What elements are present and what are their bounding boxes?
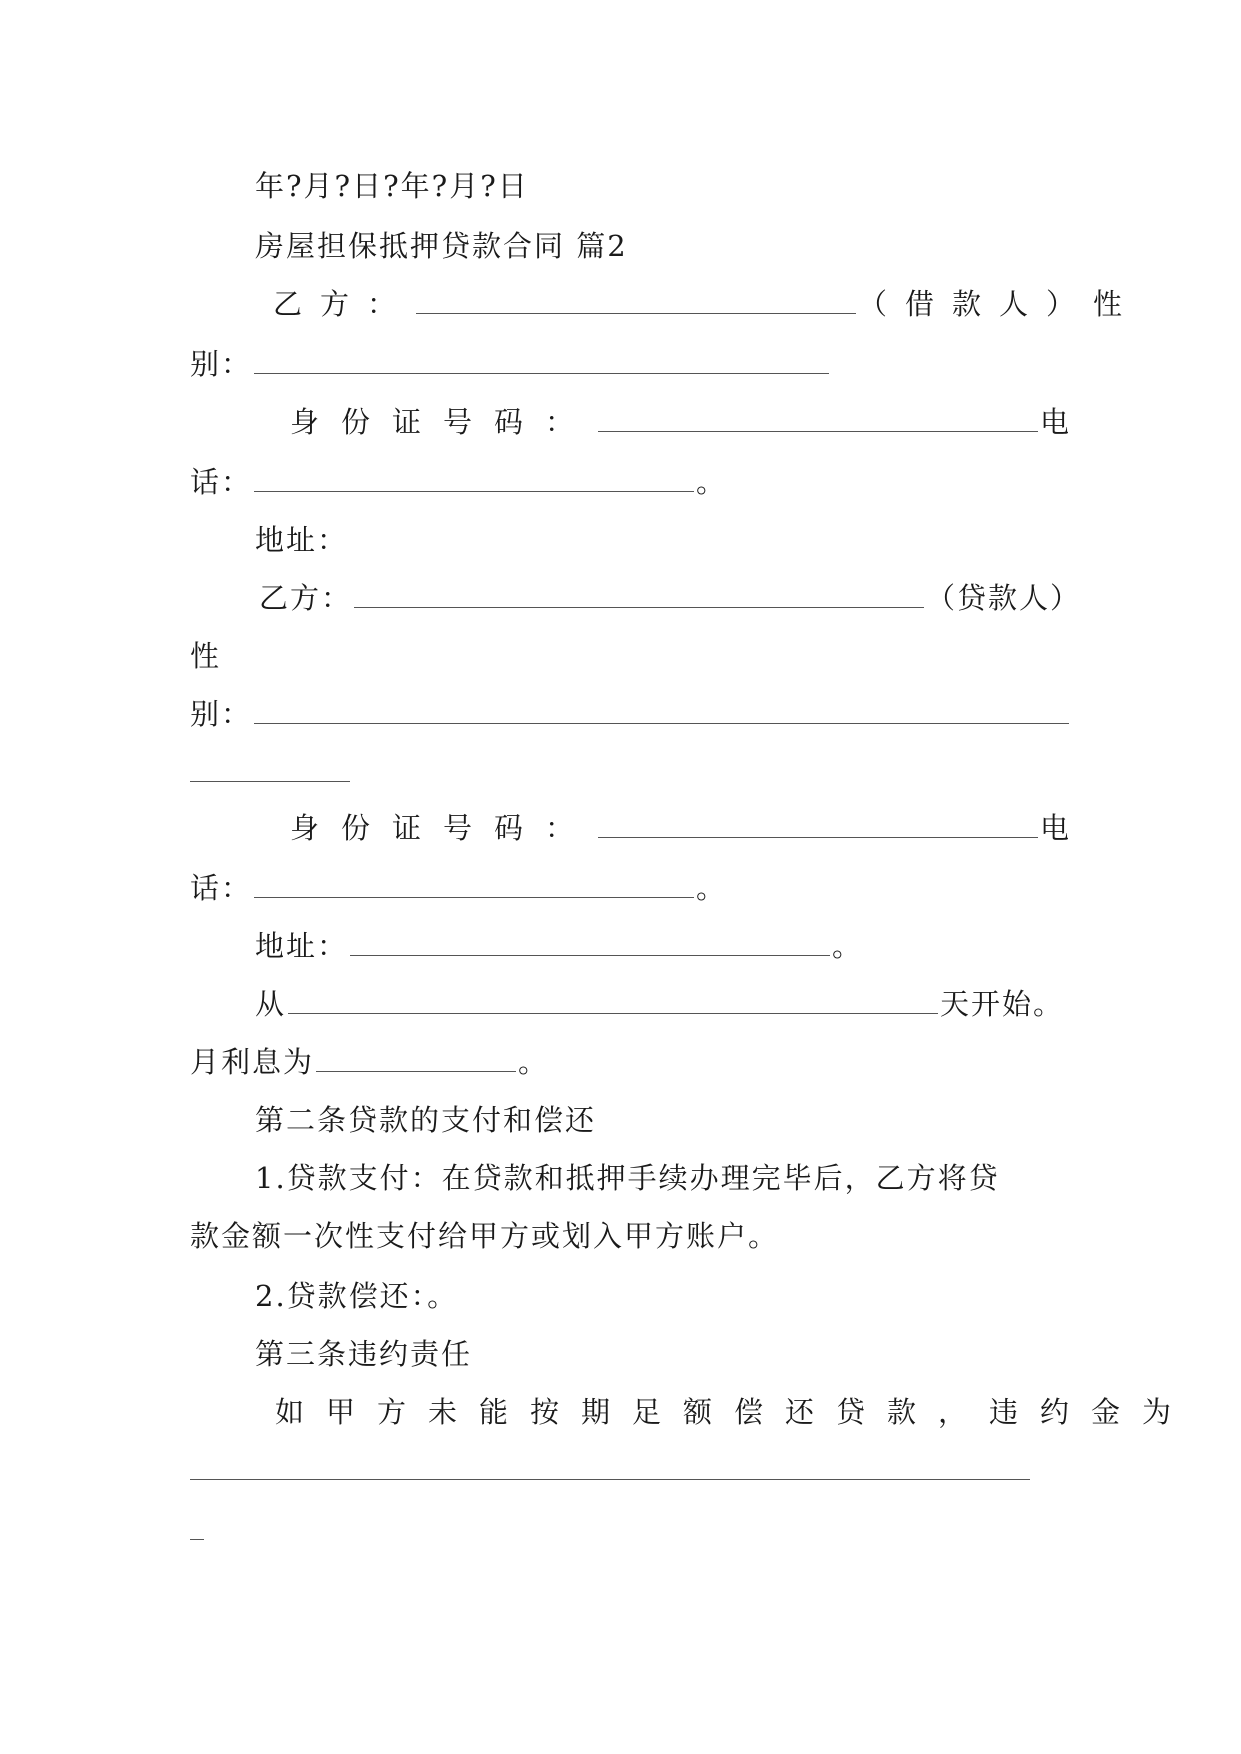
article-2-p1-b: 款金额一次性支付给甲方或划入甲方账户。 xyxy=(190,1219,780,1253)
party-b1-role: （借款人）性 xyxy=(858,287,1141,321)
id2-line xyxy=(290,808,1091,848)
gender2-cont xyxy=(190,752,352,792)
blank-line xyxy=(254,697,1069,724)
id1-label: 身份证号码： xyxy=(290,405,597,439)
from-label: 从 xyxy=(255,987,287,1021)
article-2-p2: 2.贷款偿还：。 xyxy=(255,1279,459,1313)
blank-line xyxy=(254,465,694,492)
period: 。 xyxy=(832,929,864,963)
party-b2-role: （贷款人） xyxy=(926,581,1082,615)
date-line: 年?月?日?年?月?日 xyxy=(255,169,529,203)
penalty-blank xyxy=(190,1450,1032,1490)
gender1-line xyxy=(190,344,831,384)
phone2-label: 话： xyxy=(190,871,253,905)
blank-line xyxy=(354,581,924,608)
article-2-title: 第二条贷款的支付和偿还 xyxy=(255,1103,597,1137)
address1-line: 地址： xyxy=(255,523,349,557)
article-3-p1: 如甲方未能按期足额偿还贷款，违约金为 xyxy=(275,1395,1194,1429)
period: 。 xyxy=(518,1045,550,1079)
blank-line xyxy=(316,1045,516,1072)
id2-label: 身份证号码： xyxy=(290,811,597,845)
address2-line xyxy=(255,926,863,966)
phone1-line xyxy=(190,462,727,502)
period: 。 xyxy=(696,871,728,905)
party-b2-line xyxy=(259,578,1081,618)
id1-line xyxy=(290,402,1091,442)
party-b1-label: 乙方： xyxy=(273,287,415,321)
period: 。 xyxy=(696,465,728,499)
blank-line xyxy=(598,405,1038,432)
phone1-label: 话： xyxy=(190,465,253,499)
interest-line xyxy=(190,1042,549,1082)
article-3-title: 第三条违约责任 xyxy=(255,1337,473,1371)
id1-tail: 电 xyxy=(1040,405,1092,439)
article-2-p1-a: 1.贷款支付：在贷款和抵押手续办理完毕后，乙方将贷 xyxy=(255,1161,1000,1195)
blank-line xyxy=(254,871,694,898)
blank-line xyxy=(416,287,856,314)
gender2-a: 性 xyxy=(190,639,222,673)
blank-line xyxy=(190,755,350,782)
party-b2-label: 乙方： xyxy=(259,581,353,615)
gender2-label: 别： xyxy=(190,697,253,731)
from-tail: 天开始。 xyxy=(940,987,1065,1021)
penalty-blank-cont xyxy=(190,1510,206,1550)
from-line xyxy=(255,984,1064,1024)
party-b1-line xyxy=(273,284,1140,324)
contract-title: 房屋担保抵押贷款合同 篇2 xyxy=(255,229,628,263)
blank-line xyxy=(598,811,1038,838)
gender2-line xyxy=(190,694,1071,734)
blank-line xyxy=(254,347,829,374)
blank-line xyxy=(288,987,938,1014)
blank-line xyxy=(190,1513,204,1540)
phone2-line xyxy=(190,868,727,908)
blank-line xyxy=(350,929,830,956)
blank-line xyxy=(190,1453,1030,1480)
id2-tail: 电 xyxy=(1040,811,1092,845)
gender1-label: 别： xyxy=(190,347,253,381)
address2-label: 地址： xyxy=(255,929,349,963)
interest-label: 月利息为 xyxy=(190,1045,315,1079)
